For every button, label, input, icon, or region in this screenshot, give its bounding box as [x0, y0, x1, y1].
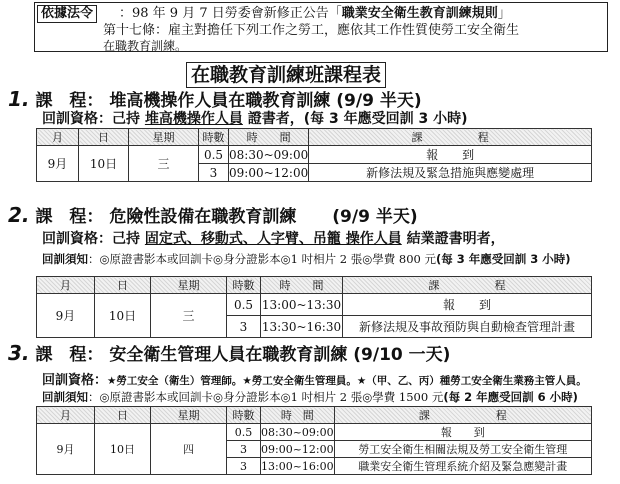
- cell-hours: 0.5: [227, 424, 261, 441]
- course-1-date: (9/9 半天): [336, 91, 422, 111]
- course-2-heading: 2. 課 程： 危險性設備在職教育訓練 (9/9 半天): [8, 203, 418, 227]
- cell-hours: 3: [199, 164, 229, 182]
- course-1-name: 堆高機操作人員在職教育訓練: [109, 91, 331, 111]
- header-day: 日: [79, 129, 129, 146]
- cell-course: 報 到: [309, 146, 592, 164]
- header-month: 月: [37, 407, 95, 424]
- header-day: 日: [95, 407, 151, 424]
- cell-day: 10日: [79, 146, 129, 182]
- header-time: 時 間: [261, 277, 343, 294]
- cell-time: 09:00~12:00: [261, 442, 334, 456]
- cell-course: 職業安全衛生管理系統介紹及緊急應變計畫: [334, 458, 591, 475]
- header-hours: 時數: [199, 129, 229, 146]
- course-3-qualification: 回訓資格：★勞工安全（衛生）管理師。★勞工安全衛生管理員。★（甲、乙、丙）種勞工安全衛生業務主管人員。: [42, 373, 587, 388]
- cell-time: 13:00~16:00: [261, 459, 334, 473]
- course-2-schedule-table: [36, 276, 592, 338]
- cell-month: 9月: [37, 146, 79, 182]
- course-1-heading: 1. 課 程： 堆高機操作人員在職教育訓練 (9/9 半天): [8, 87, 422, 111]
- cell-course: 新修法規及緊急措施與應變處理: [309, 164, 592, 182]
- course-2-qualification: 回訓資格：己持 固定式、移動式、人字臂、吊籠 操作人員 結業證書明者，: [42, 231, 505, 247]
- course-2-date: (9/9 半天): [332, 207, 418, 227]
- regulation-name: 職業安全衛生教育訓練規則: [341, 6, 498, 21]
- course-3-date: (9/10 一天): [353, 345, 451, 365]
- course-2-notes: 回訓須知：◎原證書影本或回訓卡◎身分證影本◎1 吋相片 2 張◎學費 800 元(每 3 年應受回訓 3 小時): [42, 252, 571, 266]
- course-1-qualification: 回訓資格：己持 堆高機操作人員 證書者，(每 3 年應受回訓 3 小時): [42, 111, 468, 127]
- header-weekday: 星期: [151, 407, 227, 424]
- cell-weekday: 四: [151, 424, 227, 475]
- header-month: 月: [37, 129, 79, 146]
- cell-time: 08:30~09:00: [261, 425, 334, 439]
- course-3-name: 安全衛生管理人員在職教育訓練: [109, 345, 348, 365]
- cell-hours: 3: [227, 458, 261, 475]
- legal-line-2: 第十七條：雇主對擔任下列工作之勞工，應依其工作性質使勞工安全衛生: [103, 23, 520, 38]
- header-course: 課 程: [309, 129, 592, 146]
- cell-course: 新修法規及事故預防與自動檢查管理計畫: [343, 316, 592, 338]
- course-3-heading: 3. 課 程： 安全衛生管理人員在職教育訓練 (9/10 一天): [8, 341, 451, 365]
- header-hours: 時數: [227, 407, 261, 424]
- cell-weekday: 三: [151, 294, 227, 338]
- header-time: 時 間: [261, 407, 335, 424]
- course-2-name: 危險性設備在職教育訓練: [109, 207, 297, 227]
- cell-month: 9月: [37, 294, 95, 338]
- cell-hours: 0.5: [199, 146, 229, 164]
- header-weekday: 星期: [151, 277, 227, 294]
- cell-time: 13:00~13:30: [261, 294, 343, 316]
- course-1-schedule-table: [36, 128, 592, 182]
- header-time: 時 間: [229, 129, 309, 146]
- header-month: 月: [37, 277, 95, 294]
- legal-line-3: 在職教育訓練。: [103, 39, 188, 53]
- cell-time: 13:30~16:30: [261, 316, 343, 338]
- course-3-notes: 回訓須知：◎原證書影本或回訓卡◎身分證影本◎1 吋相片 2 張◎學費 1500 元(每 2 年應受回訓 6 小時): [42, 390, 578, 404]
- cell-hours: 3: [227, 316, 261, 338]
- cell-course: 勞工安全衛生相關法規及勞工安全衛生管理: [334, 441, 591, 458]
- header-course: 課 程: [343, 277, 592, 294]
- header-course: 課 程: [334, 407, 591, 424]
- legal-label: 依據法令: [37, 5, 97, 23]
- cell-month: 9月: [37, 424, 95, 475]
- legal-notice-box: [34, 2, 608, 52]
- cell-hours: 3: [227, 441, 261, 458]
- cell-course: 報 到: [343, 294, 592, 316]
- cell-time: 08:30~09:00: [229, 147, 309, 162]
- header-hours: 時數: [227, 277, 261, 294]
- page-title: 在職教育訓練班課程表: [186, 62, 386, 88]
- cell-day: 10日: [95, 294, 151, 338]
- cell-course: 報 到: [334, 424, 591, 441]
- cell-time: 09:00~12:00: [229, 165, 309, 180]
- header-weekday: 星期: [129, 129, 199, 146]
- header-day: 日: [95, 277, 151, 294]
- course-3-schedule-table: [36, 406, 592, 475]
- cell-day: 10日: [95, 424, 151, 475]
- legal-line-1: ：98 年 9 月 7 日勞委會新修正公告「職業安全衛生教育訓練規則」: [119, 6, 511, 21]
- cell-hours: 0.5: [227, 294, 261, 316]
- cell-weekday: 三: [129, 146, 199, 182]
